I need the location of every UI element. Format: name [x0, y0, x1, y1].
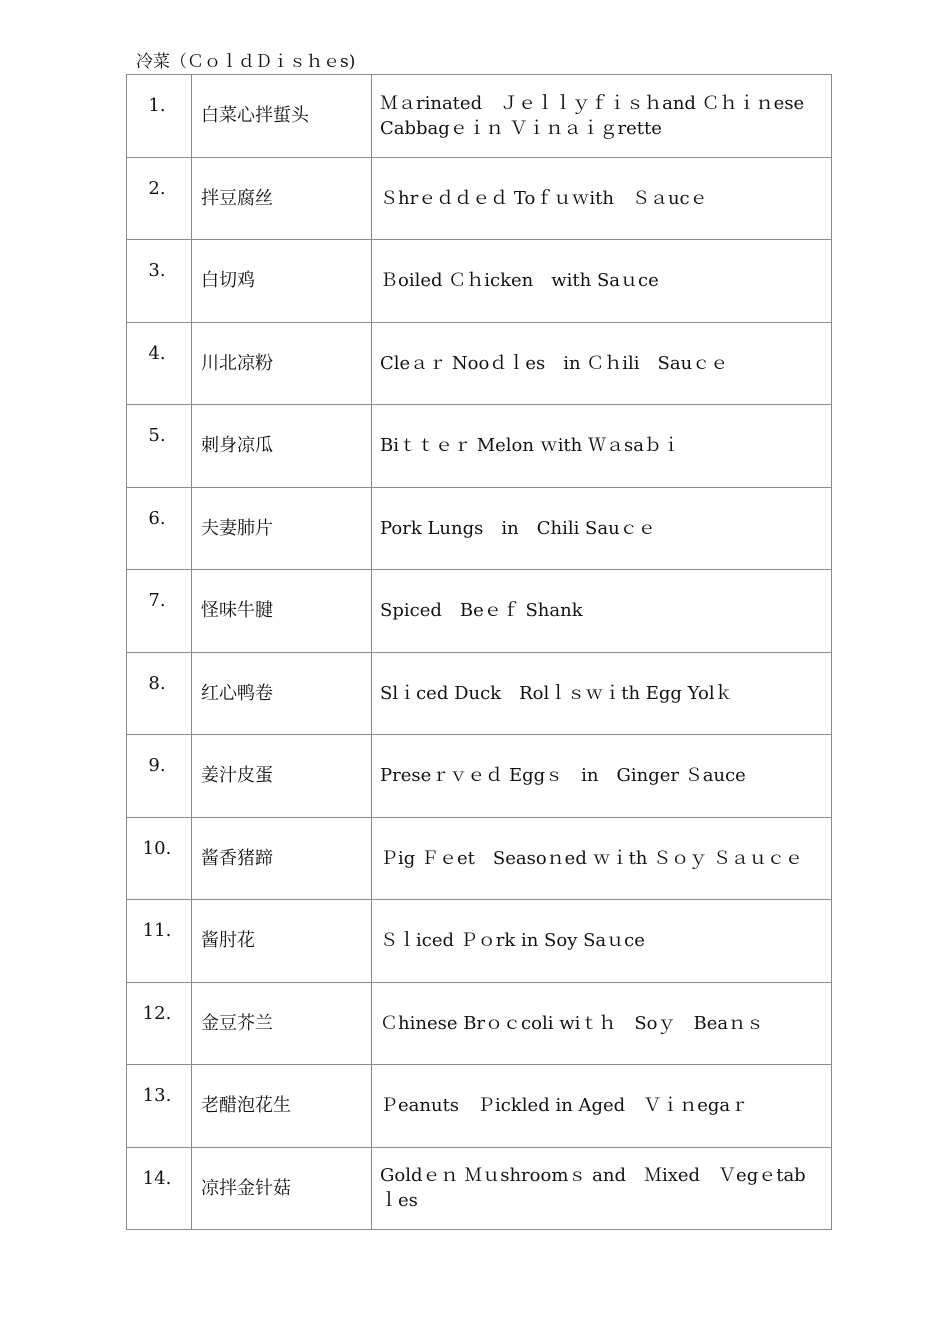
- dish-english-name: Goldｅｎ Ｍｕshroomｓ and Ｍixed Ｖegｅtabｌes: [372, 1147, 832, 1230]
- table-row: [127, 75, 832, 158]
- cold-dishes-table: [126, 74, 832, 1230]
- dish-english-name: Preseｒｖｅｄ Eggｓ in Ginger Ｓauce: [372, 735, 832, 818]
- dish-number: 1.: [148, 95, 166, 116]
- table-row: [127, 1147, 832, 1230]
- dish-english-name: Pork Lungs in Chili Sauｃｅ: [372, 487, 832, 570]
- table-row: [127, 487, 832, 570]
- dish-chinese-name: 怪味牛腱: [192, 570, 372, 653]
- dish-chinese-name: 金豆芥兰: [192, 982, 372, 1065]
- table-row: [127, 240, 832, 323]
- table-row: [127, 735, 832, 818]
- dish-chinese-name: 酱肘花: [192, 900, 372, 983]
- dish-english-name: Cleａｒ Nooｄｌes in Ｃｈili Sauｃｅ: [372, 322, 832, 405]
- table-row: [127, 652, 832, 735]
- table-row: [127, 982, 832, 1065]
- dish-english-name: Ｐig Ｆｅet Seasoｎed ｗｉth Ｓｏｙ Ｓａｕｃｅ: [372, 817, 832, 900]
- dish-english-name: Ｓhrｅｄｄｅｄ Toｆｕｗith Ｓａucｅ: [372, 157, 832, 240]
- dish-number: 12.: [142, 1002, 172, 1024]
- dish-number: 4.: [148, 342, 166, 364]
- dish-number: 6.: [148, 507, 166, 529]
- dish-english-name: Spiced Beｅｆ Shank: [372, 570, 832, 653]
- dish-number: 11.: [142, 920, 172, 941]
- table-row: [127, 322, 832, 405]
- dish-chinese-name: 老醋泡花生: [192, 1065, 372, 1148]
- dish-number: 3.: [148, 260, 166, 281]
- dish-english-name: Ｍａrinated Ｊｅｌｌｙｆｉｓｈand Ｃｈｉｎese Cabbagｅｉｎ Ｖｉｎａｉｇrette: [372, 75, 832, 158]
- dish-number: 5.: [148, 425, 166, 446]
- dish-number: 2.: [148, 177, 166, 199]
- dish-chinese-name: 川北凉粉: [192, 322, 372, 405]
- dish-chinese-name: 红心鸭卷: [192, 652, 372, 735]
- section-heading: 冷菜（ＣｏｌｄＤｉｓｈｅs): [136, 52, 356, 72]
- dish-english-name: Ｂoiled Ｃｈicken with Saｕce: [372, 240, 832, 323]
- dish-chinese-name: 凉拌金针菇: [192, 1147, 372, 1230]
- dish-chinese-name: 刺身凉瓜: [192, 405, 372, 488]
- dish-english-name: Ｓｌiced Ｐｏrk in Soy Saｕce: [372, 900, 832, 983]
- dish-number: 9.: [148, 755, 166, 776]
- dish-english-name: Ｃhinese Brｏｃcoli wiｔｈ Soｙ Beaｎｓ: [372, 982, 832, 1065]
- dish-english-name: Ｐeanuts Ｐickled in Aged Ｖｉｎegaｒ: [372, 1065, 832, 1148]
- table-row: [127, 157, 832, 240]
- table-row: [127, 900, 832, 983]
- table-row: [127, 570, 832, 653]
- dish-number: 8.: [148, 672, 166, 694]
- dish-number: 14.: [142, 1167, 172, 1189]
- dish-chinese-name: 酱香猪蹄: [192, 817, 372, 900]
- dish-chinese-name: 拌豆腐丝: [192, 157, 372, 240]
- dish-number: 13.: [142, 1085, 172, 1106]
- table-row: [127, 817, 832, 900]
- table-row: [127, 1065, 832, 1148]
- dish-english-name: Biｔｔｅｒ Melon ｗith Ｗａsaｂｉ: [372, 405, 832, 488]
- dish-chinese-name: 夫妻肺片: [192, 487, 372, 570]
- dish-chinese-name: 姜汁皮蛋: [192, 735, 372, 818]
- dish-number: 10.: [142, 837, 172, 859]
- table-row: [127, 405, 832, 488]
- dish-chinese-name: 白菜心拌蜇头: [192, 75, 372, 158]
- dish-number: 7.: [148, 590, 166, 611]
- dish-english-name: Slｉced Duck Rolｌｓｗｉth Egg Yolｋ: [372, 652, 832, 735]
- dish-chinese-name: 白切鸡: [192, 240, 372, 323]
